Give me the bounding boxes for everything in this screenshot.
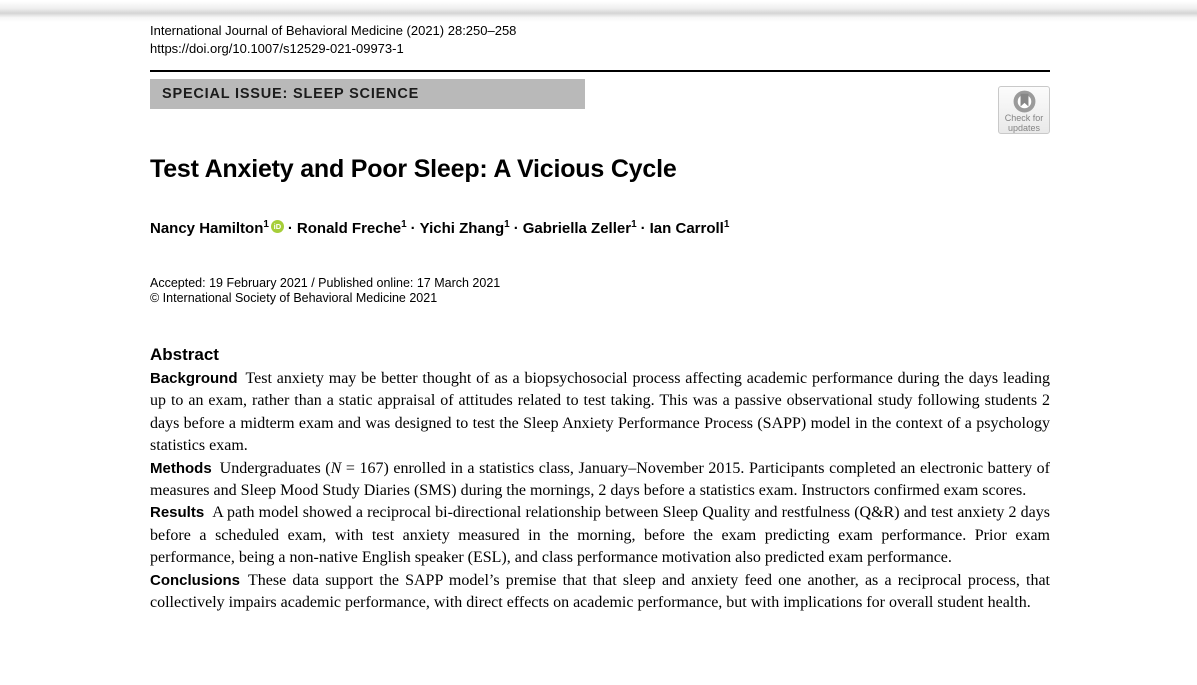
- author-separator: ·: [410, 220, 416, 237]
- author-affiliation-sup: 1: [401, 219, 407, 230]
- results-text: A path model showed a reciprocal bi-directional relationship between Sleep Quality and restfulness (Q&R) and test anxiety 2 days before a scheduled exam, with test anxiety measured in the morning, before the exam predicting exam performance. Prior exam performance, being a non-native English speaker (ESL), and class performance motivation also predicted exam performance.: [150, 504, 1050, 567]
- abstract-conclusions-para: [150, 570, 1050, 615]
- section-label-background: Background: [150, 370, 238, 387]
- author-name: Gabriella Zeller: [522, 220, 632, 237]
- author: [420, 220, 510, 237]
- author-name: Nancy Hamilton: [150, 220, 264, 237]
- badge-label-line2: updates: [1007, 122, 1041, 133]
- header-divider: [150, 70, 1050, 72]
- methods-text-post: = 167) enrolled in a statistics class, January–November 2015. Participants completed an electronic battery of measures and Sleep Mood Study Diaries (SMS) during the mornings, 2 days before a statistics exam. Instructors confirmed exam scores.: [150, 459, 1051, 500]
- author-affiliation-sup: 1: [263, 219, 269, 230]
- journal-citation: International Journal of Behavioral Medicine (2021) 28:250–258: [150, 23, 517, 38]
- author-name: Ronald Freche: [296, 220, 402, 237]
- section-label-methods: Methods: [150, 459, 212, 477]
- author-affiliation-sup: 1: [504, 219, 510, 230]
- author: [150, 220, 284, 237]
- abstract-methods-para: [150, 458, 1050, 503]
- article-title: Test Anxiety and Poor Sleep: A Vicious Cycle: [150, 155, 677, 183]
- author-name: Yichi Zhang: [419, 220, 505, 237]
- abstract-body: [150, 368, 1050, 614]
- page-top-shadow: [0, 0, 1197, 22]
- background-text: Test anxiety may be better thought of as a biopsychosocial process affecting academic performance during the days leading up to an exam, rather than a static appraisal of attitudes related to test taking. This was a passive observational study following students 2 days before a midterm exam and was designed to test the Sleep Anxiety Performance Process (SAPP) model in the context of a psychology statistics exam.: [150, 370, 1050, 455]
- copyright-line: © International Society of Behavioral Medicine 2021: [150, 291, 438, 305]
- conclusions-text: These data support the SAPP model’s premise that that sleep and anxiety feed one another, as a reciprocal process, that collectively impairs academic performance, with direct effects on academic performance, but with implications for overall student health.: [150, 571, 1050, 612]
- section-label-conclusions: Conclusions: [150, 571, 241, 589]
- doi-link[interactable]: https://doi.org/10.1007/s12529-021-09973-1: [150, 41, 404, 56]
- orcid-icon[interactable]: iD: [271, 220, 284, 233]
- abstract-heading: Abstract: [150, 345, 219, 364]
- accepted-published-line: Accepted: 19 February 2021 / Published online: 17 March 2021: [150, 276, 501, 290]
- author: [523, 220, 637, 237]
- special-issue-banner: SPECIAL ISSUE: SLEEP SCIENCE: [150, 79, 585, 109]
- abstract-results-para: [150, 502, 1050, 569]
- section-label-results: Results: [150, 504, 205, 522]
- methods-text-pre: Undergraduates (: [219, 459, 331, 477]
- check-for-updates-badge[interactable]: [998, 86, 1050, 134]
- author-list: [150, 217, 1050, 237]
- author-separator: ·: [513, 220, 519, 237]
- crossmark-icon: [1012, 89, 1037, 114]
- author-name: Ian Carroll: [649, 220, 724, 237]
- badge-label-line1: Check for: [1004, 113, 1044, 123]
- author-affiliation-sup: 1: [723, 219, 730, 230]
- journal-header: [150, 22, 1050, 58]
- author-separator: ·: [640, 220, 646, 237]
- author-affiliation-sup: 1: [631, 219, 637, 230]
- publication-dates: [150, 276, 1050, 306]
- author: [650, 220, 730, 237]
- author: [297, 220, 407, 237]
- author-separator: ·: [287, 220, 293, 237]
- methods-italic-n: N: [330, 459, 342, 477]
- pdf-page: [150, 22, 1050, 614]
- abstract-background-para: [150, 368, 1050, 458]
